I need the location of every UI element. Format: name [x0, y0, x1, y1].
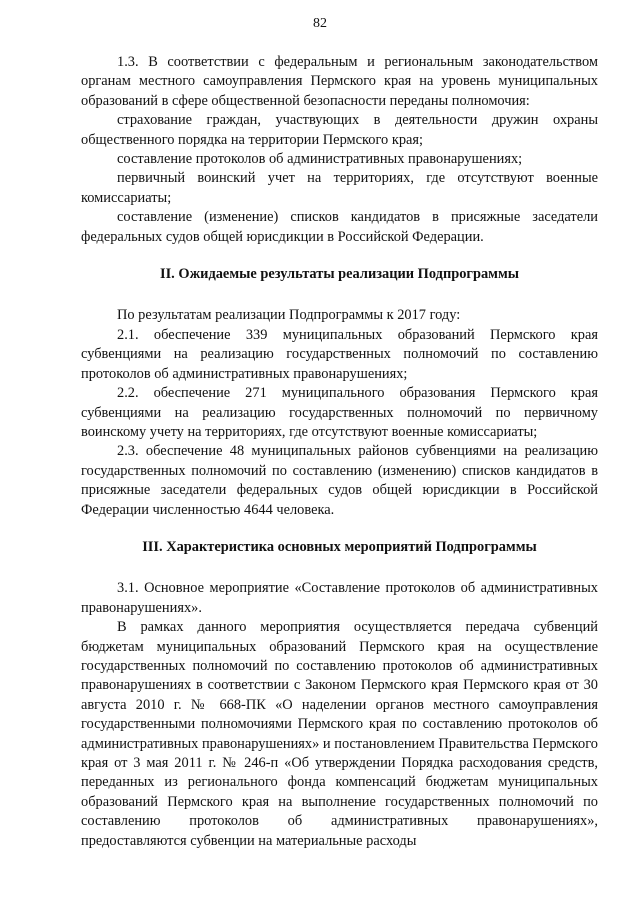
section1-item: первичный воинский учет на территориях, где отсутствуют военные комиссариаты;: [81, 170, 598, 206]
section3-heading: III. Характеристика основных мероприятий Подпрограммы: [142, 538, 537, 555]
document-body: [81, 53, 598, 851]
section3-paragraph: В рамках данного мероприятия осуществляется передача субвенций бюджетам муниципальных образований Пермского края на осуществление государственных полномочий по составлению протоколов об административных правонарушениях в соответствии с Законом Пермского края Пермского края от 30 августа 2010 г. № 668-ПК «О наделении органов местного самоуправления государственными полномочиями Пермского края по составлению протоколов об административных правонарушениях» и постановлением Правительства Пермского края от 3 мая 2011 г. № 246-п «Об утверждении Порядка расходования средств, переданных из регионального фонда компенсаций бюджетам муниципальных образований Пермского края на выполнение государственных полномочий по составлению протоколов об административных правонарушениях», предоставляются субвенции на материальные расходы: [81, 619, 598, 849]
section2-intro: По результатам реализации Подпрограммы к 2017 году:: [117, 307, 461, 324]
page-number: 82: [313, 16, 327, 31]
section2-item: 2.3. обеспечение 48 муниципальных районов субвенциями на реализацию государственных полномочий по составлению (изменению) списков кандидатов в присяжные заседатели федеральных судов общей юрисдикции в Российской Федерации численностью 4644 человека.: [81, 443, 598, 518]
section3-paragraph: 3.1. Основное мероприятие «Составление протоколов об административных правонарушениях».: [81, 580, 598, 616]
section1-item: составление протоколов об административных правонарушениях;: [117, 151, 523, 168]
section2-item: 2.1. обеспечение 339 муниципальных образований Пермского края субвенциями на реализацию государственных полномочий по составлению протоколов об административных правонарушениях;: [81, 326, 598, 382]
section1-intro: 1.3. В соответствии с федеральным и региональным законодательством органам местного самоуправления Пермского края на уровень муниципальных образований в сфере общественной безопасности переданы полномочия:: [81, 54, 598, 109]
section2-heading: II. Ожидаемые результаты реализации Подпрограммы: [159, 266, 520, 283]
section2-item: 2.2. обеспечение 271 муниципального образования Пермского края субвенциями на реализацию государственных полномочий по первичному воинскому учету на территориях, где отсутствуют военные комиссариаты;: [81, 385, 598, 440]
section1-item: страхование граждан, участвующих в деятельности дружин охраны общественного порядка на территории Пермского края;: [81, 112, 598, 148]
section1-item: составление (изменение) списков кандидатов в присяжные заседатели федеральных судов общей юрисдикции в Российской Федерации.: [81, 209, 598, 245]
